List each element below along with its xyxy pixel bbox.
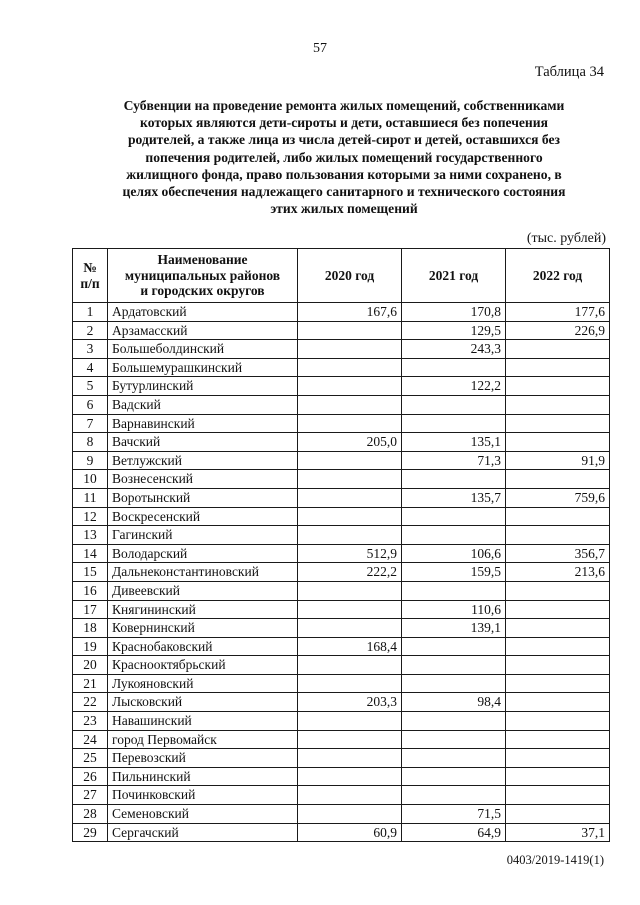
value-2022-cell <box>506 786 610 805</box>
value-2022-cell <box>506 414 610 433</box>
table-row <box>73 451 610 470</box>
table-row <box>73 563 610 582</box>
row-number-cell: 8 <box>73 433 108 452</box>
value-2020-cell: 205,0 <box>298 433 402 452</box>
table-row <box>73 805 610 824</box>
table-row <box>73 637 610 656</box>
value-2020-cell <box>298 526 402 545</box>
header-name-line: Наименование <box>157 252 248 268</box>
value-2022-cell <box>506 433 610 452</box>
table-row <box>73 619 610 638</box>
value-2021-cell: 243,3 <box>402 340 506 359</box>
value-2021-cell <box>402 637 506 656</box>
header-number-line: п/п <box>80 275 100 291</box>
value-2022-cell <box>506 674 610 693</box>
value-2022-cell <box>506 730 610 749</box>
value-2021-cell <box>402 712 506 731</box>
row-number-cell: 27 <box>73 786 108 805</box>
value-2021-cell <box>402 786 506 805</box>
district-name-cell: Лукояновский <box>108 674 298 693</box>
table-row <box>73 414 610 433</box>
title-line: попечения родителей, либо жилых помещений государственного <box>145 149 543 165</box>
district-name-cell: Краснобаковский <box>108 637 298 656</box>
value-2020-cell: 203,3 <box>298 693 402 712</box>
value-2020-cell <box>298 600 402 619</box>
value-2022-cell <box>506 693 610 712</box>
value-2020-cell <box>298 619 402 638</box>
table-row <box>73 674 610 693</box>
value-2020-cell <box>298 656 402 675</box>
row-number-cell: 17 <box>73 600 108 619</box>
header-name <box>108 249 298 303</box>
header-name-line: муниципальных районов <box>124 267 281 283</box>
district-name-cell: Навашинский <box>108 712 298 731</box>
document-title <box>78 97 610 217</box>
table-row <box>73 767 610 786</box>
district-name-cell: Воскресенский <box>108 507 298 526</box>
row-number-cell: 3 <box>73 340 108 359</box>
district-name-cell: Лысковский <box>108 693 298 712</box>
value-2021-cell: 98,4 <box>402 693 506 712</box>
row-number-cell: 24 <box>73 730 108 749</box>
title-line: этих жилых помещений <box>270 201 418 217</box>
value-2021-cell <box>402 395 506 414</box>
value-2022-cell <box>506 805 610 824</box>
district-name-cell: Сергачский <box>108 823 298 842</box>
title-line: которых являются дети-сироты и дети, оставшиеся без попечения <box>140 115 548 131</box>
value-2021-cell: 135,1 <box>402 433 506 452</box>
district-name-cell: Перевозский <box>108 749 298 768</box>
header-year-2020: 2020 год <box>298 249 402 303</box>
value-2022-cell <box>506 395 610 414</box>
row-number-cell: 12 <box>73 507 108 526</box>
value-2022-cell: 759,6 <box>506 488 610 507</box>
district-name-cell: Пильнинский <box>108 767 298 786</box>
district-name-cell: Ковернинский <box>108 619 298 638</box>
row-number-cell: 25 <box>73 749 108 768</box>
value-2020-cell <box>298 358 402 377</box>
value-2021-cell: 170,8 <box>402 303 506 322</box>
district-name-cell: Бутурлинский <box>108 377 298 396</box>
value-2021-cell: 139,1 <box>402 619 506 638</box>
table-row <box>73 340 610 359</box>
value-2021-cell: 71,5 <box>402 805 506 824</box>
header-year-2022: 2022 год <box>506 249 610 303</box>
value-2022-cell <box>506 358 610 377</box>
district-name-cell: Вачский <box>108 433 298 452</box>
value-2021-cell <box>402 674 506 693</box>
row-number-cell: 23 <box>73 712 108 731</box>
value-2020-cell: 512,9 <box>298 544 402 563</box>
value-2020-cell <box>298 674 402 693</box>
district-name-cell: Ветлужский <box>108 451 298 470</box>
row-number-cell: 4 <box>73 358 108 377</box>
district-name-cell: Семеновский <box>108 805 298 824</box>
district-name-cell: Дивеевский <box>108 581 298 600</box>
value-2022-cell <box>506 470 610 489</box>
value-2022-cell <box>506 749 610 768</box>
header-name-line: и городских округов <box>140 283 265 299</box>
page-number: 57 <box>313 41 327 56</box>
district-name-cell: Дальнеконстантиновский <box>108 563 298 582</box>
value-2022-cell <box>506 767 610 786</box>
value-2020-cell: 60,9 <box>298 823 402 842</box>
district-name-cell: Арзамасский <box>108 321 298 340</box>
value-2022-cell: 91,9 <box>506 451 610 470</box>
district-name-cell: Вадский <box>108 395 298 414</box>
value-2020-cell <box>298 730 402 749</box>
value-2020-cell <box>298 805 402 824</box>
value-2021-cell: 159,5 <box>402 563 506 582</box>
value-2021-cell: 106,6 <box>402 544 506 563</box>
value-2022-cell <box>506 600 610 619</box>
value-2020-cell: 168,4 <box>298 637 402 656</box>
table-row <box>73 730 610 749</box>
value-2022-cell: 177,6 <box>506 303 610 322</box>
value-2022-cell: 356,7 <box>506 544 610 563</box>
row-number-cell: 18 <box>73 619 108 638</box>
district-name-cell: Ардатовский <box>108 303 298 322</box>
row-number-cell: 21 <box>73 674 108 693</box>
table-row <box>73 581 610 600</box>
value-2022-cell <box>506 377 610 396</box>
value-2021-cell: 129,5 <box>402 321 506 340</box>
row-number-cell: 1 <box>73 303 108 322</box>
value-2022-cell: 226,9 <box>506 321 610 340</box>
table-row <box>73 712 610 731</box>
table-body <box>73 303 610 842</box>
district-name-cell: Починковский <box>108 786 298 805</box>
document-code: 0403/2019-1419(1) <box>506 853 604 867</box>
district-name-cell: город Первомайск <box>108 730 298 749</box>
value-2020-cell <box>298 377 402 396</box>
district-name-cell: Краснооктябрьский <box>108 656 298 675</box>
value-2022-cell <box>506 507 610 526</box>
table-row <box>73 786 610 805</box>
table-row <box>73 600 610 619</box>
value-2020-cell <box>298 340 402 359</box>
table-row <box>73 656 610 675</box>
district-name-cell: Гагинский <box>108 526 298 545</box>
value-2021-cell <box>402 749 506 768</box>
table-row <box>73 526 610 545</box>
row-number-cell: 16 <box>73 581 108 600</box>
value-2020-cell <box>298 749 402 768</box>
district-name-cell: Большемурашкинский <box>108 358 298 377</box>
value-2021-cell <box>402 358 506 377</box>
value-2021-cell: 64,9 <box>402 823 506 842</box>
row-number-cell: 20 <box>73 656 108 675</box>
district-name-cell: Вознесенский <box>108 470 298 489</box>
district-name-cell: Большеболдинский <box>108 340 298 359</box>
row-number-cell: 28 <box>73 805 108 824</box>
value-2020-cell <box>298 321 402 340</box>
table-row <box>73 303 610 322</box>
value-2020-cell <box>298 470 402 489</box>
value-2022-cell: 213,6 <box>506 563 610 582</box>
row-number-cell: 22 <box>73 693 108 712</box>
value-2021-cell <box>402 581 506 600</box>
value-2022-cell: 37,1 <box>506 823 610 842</box>
value-2021-cell <box>402 656 506 675</box>
table-row <box>73 823 610 842</box>
value-2020-cell <box>298 507 402 526</box>
value-2022-cell <box>506 712 610 731</box>
value-2022-cell <box>506 656 610 675</box>
district-name-cell: Володарский <box>108 544 298 563</box>
value-2020-cell <box>298 488 402 507</box>
row-number-cell: 19 <box>73 637 108 656</box>
title-line: целях обеспечения надлежащего санитарного и технического состояния <box>122 184 566 200</box>
header-number-line: № <box>83 260 97 275</box>
table-row <box>73 377 610 396</box>
value-2020-cell <box>298 712 402 731</box>
table-row <box>73 433 610 452</box>
table-row <box>73 358 610 377</box>
row-number-cell: 2 <box>73 321 108 340</box>
table-header-row <box>73 249 610 303</box>
value-2020-cell <box>298 581 402 600</box>
table-row <box>73 321 610 340</box>
value-2021-cell: 135,7 <box>402 488 506 507</box>
row-number-cell: 5 <box>73 377 108 396</box>
value-2021-cell: 71,3 <box>402 451 506 470</box>
value-2020-cell <box>298 767 402 786</box>
subsidy-table <box>72 248 610 842</box>
value-2021-cell <box>402 470 506 489</box>
value-2021-cell <box>402 526 506 545</box>
header-number <box>73 249 108 303</box>
value-2022-cell <box>506 526 610 545</box>
row-number-cell: 29 <box>73 823 108 842</box>
row-number-cell: 10 <box>73 470 108 489</box>
value-2020-cell <box>298 786 402 805</box>
table-label: Таблица 34 <box>534 64 604 80</box>
header-year-2021: 2021 год <box>402 249 506 303</box>
title-line: жилищного фонда, право пользования которыми за ними сохранено, в <box>126 166 562 182</box>
row-number-cell: 14 <box>73 544 108 563</box>
value-2022-cell <box>506 581 610 600</box>
title-line: родителей, а также лица из числа детей-сирот и детей, оставшихся без <box>128 132 560 148</box>
row-number-cell: 6 <box>73 395 108 414</box>
table-row <box>73 544 610 563</box>
row-number-cell: 13 <box>73 526 108 545</box>
district-name-cell: Княгининский <box>108 600 298 619</box>
row-number-cell: 26 <box>73 767 108 786</box>
row-number-cell: 9 <box>73 451 108 470</box>
value-2020-cell: 222,2 <box>298 563 402 582</box>
table-row <box>73 749 610 768</box>
value-2021-cell: 110,6 <box>402 600 506 619</box>
table-row <box>73 507 610 526</box>
units-label: (тыс. рублей) <box>526 231 606 246</box>
value-2021-cell <box>402 414 506 433</box>
value-2020-cell <box>298 451 402 470</box>
table-row <box>73 470 610 489</box>
table-row <box>73 488 610 507</box>
value-2020-cell: 167,6 <box>298 303 402 322</box>
district-name-cell: Воротынский <box>108 488 298 507</box>
row-number-cell: 7 <box>73 414 108 433</box>
title-line: Субвенции на проведение ремонта жилых помещений, собственниками <box>123 98 565 113</box>
row-number-cell: 11 <box>73 488 108 507</box>
district-name-cell: Варнавинский <box>108 414 298 433</box>
value-2021-cell <box>402 507 506 526</box>
table-row <box>73 693 610 712</box>
value-2021-cell <box>402 767 506 786</box>
value-2022-cell <box>506 619 610 638</box>
value-2022-cell <box>506 637 610 656</box>
value-2022-cell <box>506 340 610 359</box>
row-number-cell: 15 <box>73 563 108 582</box>
value-2020-cell <box>298 395 402 414</box>
value-2020-cell <box>298 414 402 433</box>
value-2021-cell <box>402 730 506 749</box>
value-2021-cell: 122,2 <box>402 377 506 396</box>
table-row <box>73 395 610 414</box>
